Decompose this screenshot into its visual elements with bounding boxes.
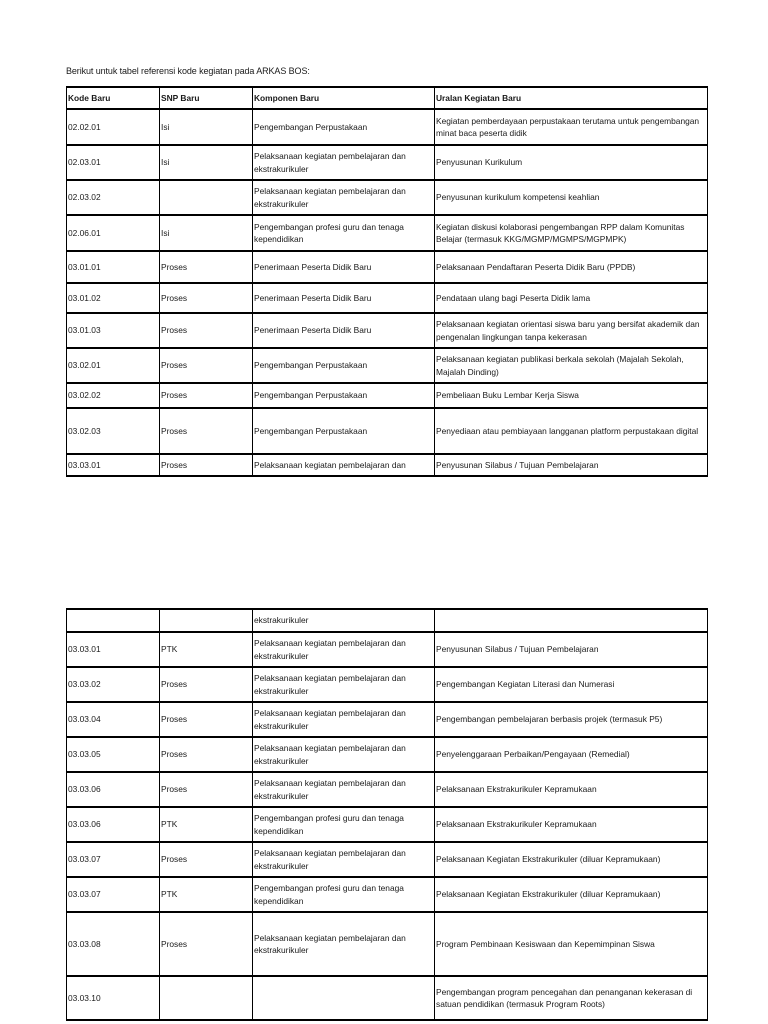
cell-komponen: Pelaksanaan kegiatan pembelajaran dan ekstrakurikuler — [253, 737, 435, 772]
cell-uraian: Pelaksanaan kegiatan publikasi berkala sekolah (Majalah Sekolah, Majalah Dinding) — [435, 348, 708, 383]
header-snp: SNP Baru — [160, 87, 253, 109]
cell-kode: 03.03.07 — [67, 842, 160, 877]
table-row — [67, 807, 708, 842]
cell-snp — [160, 976, 253, 1020]
cell-snp: PTK — [160, 877, 253, 912]
table-row — [67, 180, 708, 215]
cell-uraian: Pengembangan Kegiatan Literasi dan Numerasi — [435, 667, 708, 702]
cell-komponen: Pelaksanaan kegiatan pembelajaran dan ekstrakurikuler — [253, 145, 435, 180]
cell-komponen: Pelaksanaan kegiatan pembelajaran dan ekstrakurikuler — [253, 180, 435, 215]
table-row — [67, 976, 708, 1020]
header-kode: Kode Baru — [67, 87, 160, 109]
cell-kode: 03.01.02 — [67, 283, 160, 313]
cell-komponen: Penerimaan Peserta Didik Baru — [253, 313, 435, 348]
cell-uraian: Penyelenggaraan Perbaikan/Pengayaan (Remedial) — [435, 737, 708, 772]
table-row — [67, 109, 708, 145]
reference-table-bottom — [66, 608, 708, 1021]
cell-snp: Proses — [160, 383, 253, 408]
cell-kode: 03.03.08 — [67, 912, 160, 976]
cell-snp: Proses — [160, 348, 253, 383]
cell-uraian: Penyusunan Silabus / Tujuan Pembelajaran — [435, 632, 708, 667]
table-row — [67, 408, 708, 454]
cell-kode: 03.02.02 — [67, 383, 160, 408]
table-row — [67, 609, 708, 632]
table-row — [67, 313, 708, 348]
cell-snp: Proses — [160, 283, 253, 313]
table-row — [67, 772, 708, 807]
cell-komponen: Pengembangan profesi guru dan tenaga kependidikan — [253, 215, 435, 251]
cell-kode: 03.03.05 — [67, 737, 160, 772]
table-row — [67, 877, 708, 912]
cell-snp: Isi — [160, 215, 253, 251]
cell-kode: 03.03.01 — [67, 454, 160, 476]
cell-komponen: ekstrakurikuler — [253, 609, 435, 632]
cell-komponen: Pelaksanaan kegiatan pembelajaran dan ekstrakurikuler — [253, 772, 435, 807]
cell-kode: 03.03.06 — [67, 772, 160, 807]
table-row — [67, 251, 708, 283]
cell-kode: 02.03.01 — [67, 145, 160, 180]
cell-kode: 02.02.01 — [67, 109, 160, 145]
cell-snp: PTK — [160, 632, 253, 667]
reference-table-top — [66, 86, 708, 477]
cell-uraian — [435, 609, 708, 632]
cell-kode: 03.02.01 — [67, 348, 160, 383]
cell-kode: 03.02.03 — [67, 408, 160, 454]
cell-uraian: Kegiatan pemberdayaan perpustakaan terutama untuk pengembangan minat baca peserta didik — [435, 109, 708, 145]
cell-uraian: Pelaksanaan Ekstrakurikuler Kepramukaan — [435, 807, 708, 842]
cell-komponen: Pelaksanaan kegiatan pembelajaran dan — [253, 454, 435, 476]
cell-uraian: Penyediaan atau pembiayaan langganan platform perpustakaan digital — [435, 408, 708, 454]
cell-uraian: Pelaksanaan Ekstrakurikuler Kepramukaan — [435, 772, 708, 807]
table-row — [67, 215, 708, 251]
cell-kode: 03.03.06 — [67, 807, 160, 842]
cell-komponen: Pelaksanaan kegiatan pembelajaran dan ekstrakurikuler — [253, 632, 435, 667]
cell-kode: 03.03.10 — [67, 976, 160, 1020]
cell-snp: Isi — [160, 145, 253, 180]
cell-kode: 03.03.02 — [67, 667, 160, 702]
cell-snp: Proses — [160, 737, 253, 772]
cell-snp: PTK — [160, 807, 253, 842]
cell-uraian: Penyusunan Kurikulum — [435, 145, 708, 180]
cell-uraian: Pelaksanaan kegiatan orientasi siswa baru yang bersifat akademik dan pengenalan lingkungan tanpa kekerasan — [435, 313, 708, 348]
cell-snp: Isi — [160, 109, 253, 145]
table-row — [67, 145, 708, 180]
cell-snp: Proses — [160, 772, 253, 807]
cell-snp: Proses — [160, 912, 253, 976]
header-komponen: Komponen Baru — [253, 87, 435, 109]
header-row — [67, 87, 708, 109]
cell-komponen: Pelaksanaan kegiatan pembelajaran dan ekstrakurikuler — [253, 912, 435, 976]
cell-snp — [160, 609, 253, 632]
cell-snp: Proses — [160, 842, 253, 877]
cell-komponen: Pengembangan profesi guru dan tenaga kependidikan — [253, 807, 435, 842]
table-row — [67, 454, 708, 476]
cell-snp: Proses — [160, 667, 253, 702]
cell-uraian: Pengembangan pembelajaran berbasis projek (termasuk P5) — [435, 702, 708, 737]
cell-snp: Proses — [160, 454, 253, 476]
cell-komponen: Pengembangan Perpustakaan — [253, 348, 435, 383]
cell-uraian: Pembeliaan Buku Lembar Kerja Siswa — [435, 383, 708, 408]
cell-komponen: Pengembangan Perpustakaan — [253, 109, 435, 145]
cell-kode: 03.03.04 — [67, 702, 160, 737]
intro-text: Berikut untuk tabel referensi kode kegiatan pada ARKAS BOS: — [66, 66, 310, 76]
cell-uraian: Penyusunan kurikulum kompetensi keahlian — [435, 180, 708, 215]
cell-kode: 03.03.07 — [67, 877, 160, 912]
table-row — [67, 912, 708, 976]
cell-uraian: Program Pembinaan Kesiswaan dan Kepemimpinan Siswa — [435, 912, 708, 976]
cell-snp: Proses — [160, 408, 253, 454]
cell-komponen: Pengembangan Perpustakaan — [253, 383, 435, 408]
cell-kode: 02.06.01 — [67, 215, 160, 251]
cell-kode: 02.03.02 — [67, 180, 160, 215]
cell-uraian: Pelaksanaan Pendaftaran Peserta Didik Baru (PPDB) — [435, 251, 708, 283]
cell-snp: Proses — [160, 313, 253, 348]
cell-uraian: Penyusunan Silabus / Tujuan Pembelajaran — [435, 454, 708, 476]
cell-komponen: Penerimaan Peserta Didik Baru — [253, 251, 435, 283]
cell-kode: 03.03.01 — [67, 632, 160, 667]
cell-snp: Proses — [160, 702, 253, 737]
cell-uraian: Pengembangan program pencegahan dan penanganan kekerasan di satuan pendidikan (termasuk Program Roots) — [435, 976, 708, 1020]
cell-snp: Proses — [160, 251, 253, 283]
cell-komponen — [253, 976, 435, 1020]
cell-komponen: Pelaksanaan kegiatan pembelajaran dan ekstrakurikuler — [253, 842, 435, 877]
cell-komponen: Pelaksanaan kegiatan pembelajaran dan ekstrakurikuler — [253, 667, 435, 702]
cell-komponen: Pelaksanaan kegiatan pembelajaran dan ekstrakurikuler — [253, 702, 435, 737]
cell-uraian: Pelaksanaan Kegiatan Ekstrakurikuler (diluar Kepramukaan) — [435, 877, 708, 912]
cell-uraian: Pendataan ulang bagi Peserta Didik lama — [435, 283, 708, 313]
cell-kode: 03.01.01 — [67, 251, 160, 283]
cell-kode — [67, 609, 160, 632]
table-row — [67, 283, 708, 313]
table-row — [67, 632, 708, 667]
cell-komponen: Pengembangan profesi guru dan tenaga kependidikan — [253, 877, 435, 912]
table-row — [67, 737, 708, 772]
table-row — [67, 383, 708, 408]
cell-komponen: Penerimaan Peserta Didik Baru — [253, 283, 435, 313]
cell-uraian: Kegiatan diskusi kolaborasi pengembangan RPP dalam Komunitas Belajar (termasuk KKG/MGMP/MGMPS/MGPMPK) — [435, 215, 708, 251]
table-row — [67, 348, 708, 383]
cell-komponen: Pengembangan Perpustakaan — [253, 408, 435, 454]
table-row — [67, 702, 708, 737]
header-uraian: Uralan Kegiatan Baru — [435, 87, 708, 109]
cell-snp — [160, 180, 253, 215]
cell-kode: 03.01.03 — [67, 313, 160, 348]
cell-uraian: Pelaksanaan Kegiatan Ekstrakurikuler (diluar Kepramukaan) — [435, 842, 708, 877]
table-row — [67, 842, 708, 877]
table-row — [67, 667, 708, 702]
